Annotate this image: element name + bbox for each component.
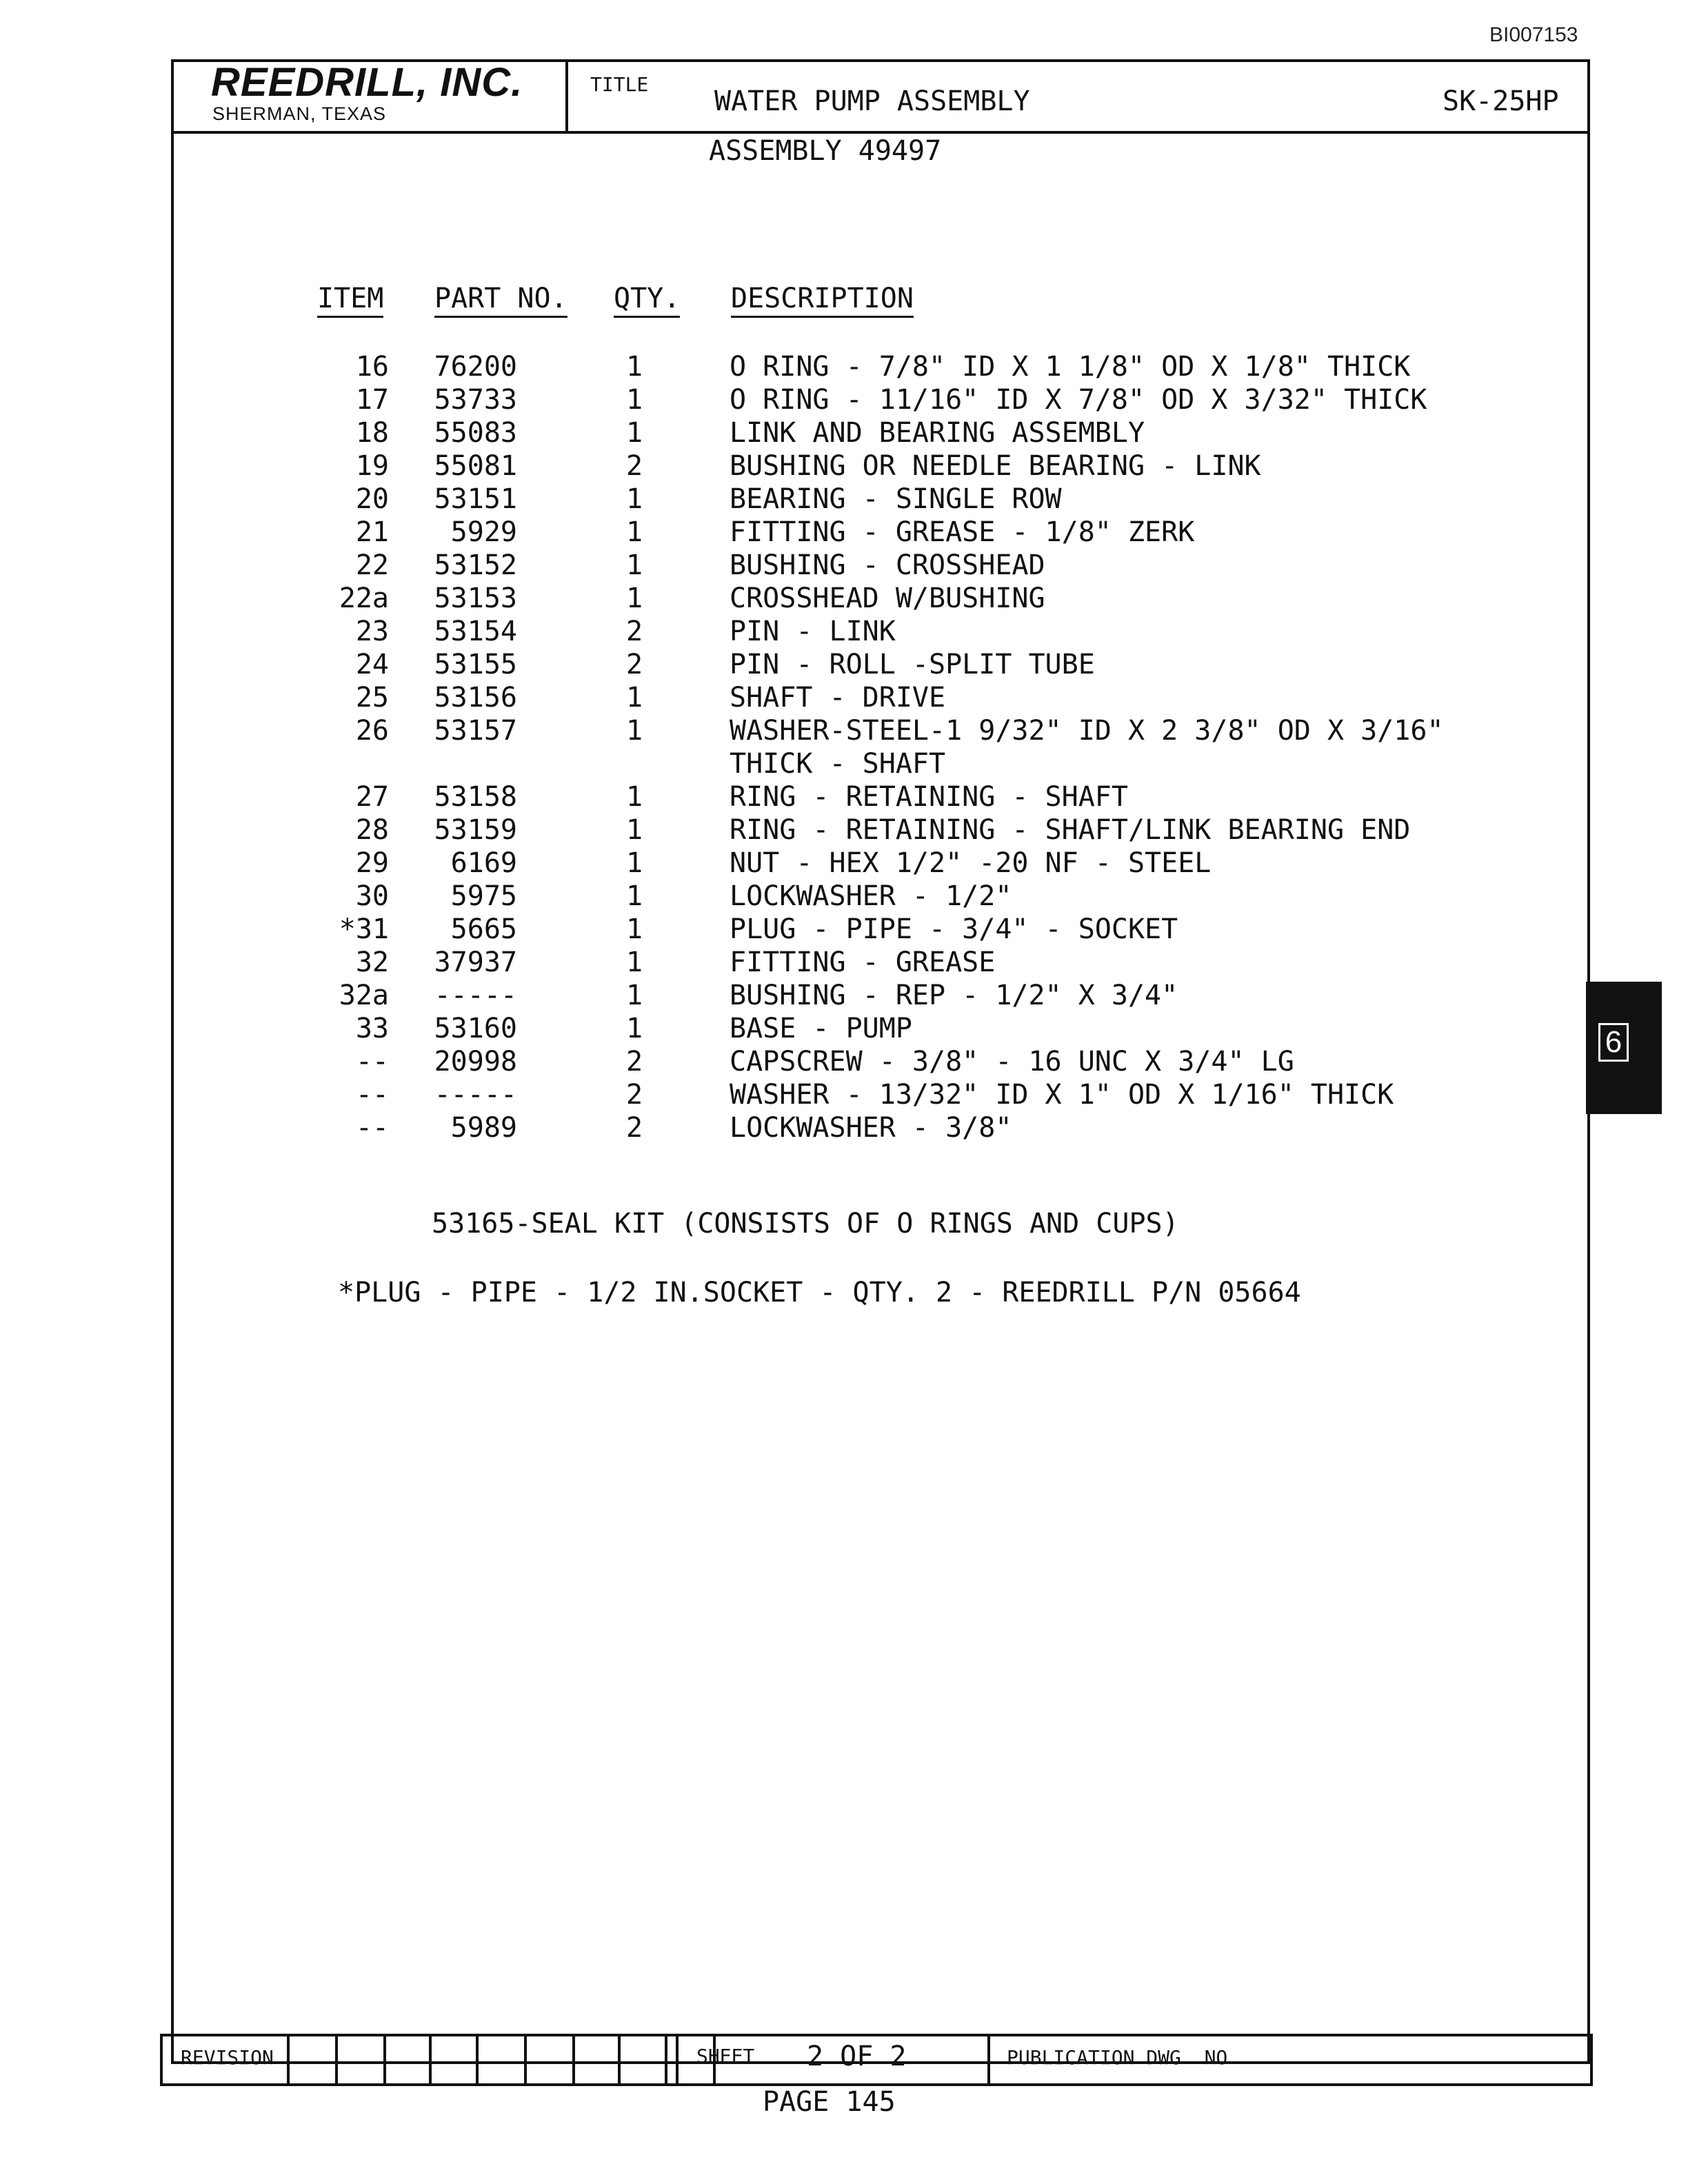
- quantity-cell: 2: [625, 1079, 643, 1111]
- item-cell: 24: [355, 649, 389, 680]
- part-number-cell: 6169: [450, 847, 517, 879]
- part-number-cell: 53154: [434, 616, 517, 647]
- description-cell: RING - RETAINING - SHAFT/LINK BEARING END: [730, 814, 1411, 846]
- revision-cell-divider: [335, 2034, 338, 2086]
- part-number-cell: 53160: [434, 1013, 517, 1044]
- item-cell: *31: [339, 913, 389, 945]
- description-cell: FITTING - GREASE - 1/8" ZERK: [730, 516, 1195, 548]
- part-number-cell: 53156: [434, 682, 517, 714]
- description-cell: BUSHING - REP - 1/2" X 3/4": [730, 980, 1178, 1011]
- item-cell: 29: [355, 847, 389, 879]
- quantity-cell: 2: [625, 450, 643, 482]
- plug-footnote: *PLUG - PIPE - 1/2 IN.SOCKET - QTY. 2 - REEDRILL P/N 05664: [338, 1277, 1301, 1308]
- item-cell: --: [355, 1112, 389, 1144]
- item-cell: 19: [355, 450, 389, 482]
- item-cell: 32: [355, 947, 389, 978]
- quantity-cell: 2: [625, 616, 643, 647]
- sheet-divider: [676, 2034, 679, 2086]
- description-cell: PIN - LINK: [730, 616, 896, 647]
- description-cell: CAPSCREW - 3/8" - 16 UNC X 3/4" LG: [730, 1046, 1294, 1078]
- quantity-cell: 1: [625, 384, 643, 416]
- document-id: BI007153: [1489, 23, 1578, 46]
- description-cell: NUT - HEX 1/2" -20 NF - STEEL: [730, 847, 1212, 879]
- item-cell: 27: [355, 781, 389, 813]
- part-number-cell: 53158: [434, 781, 517, 813]
- item-cell: 20: [355, 483, 389, 515]
- item-cell: 30: [355, 880, 389, 912]
- item-cell: 23: [355, 616, 389, 647]
- part-number-cell: 5665: [450, 913, 517, 945]
- part-number-cell: 76200: [434, 351, 517, 383]
- description-cell: LOCKWASHER - 3/8": [730, 1112, 1012, 1144]
- part-number-cell: 53159: [434, 814, 517, 846]
- part-number-cell: -----: [434, 980, 517, 1011]
- part-number-cell: 53155: [434, 649, 517, 680]
- description-cell: O RING - 7/8" ID X 1 1/8" OD X 1/8" THICK: [730, 351, 1411, 383]
- quantity-cell: 1: [625, 880, 643, 912]
- header-column-divider: [565, 59, 568, 132]
- item-cell: 18: [355, 417, 389, 449]
- header-divider: [171, 131, 1590, 134]
- description-cell: PIN - ROLL -SPLIT TUBE: [730, 649, 1095, 680]
- part-number-cell: 53151: [434, 483, 517, 515]
- item-cell: 16: [355, 351, 389, 383]
- quantity-cell: 2: [625, 1046, 643, 1078]
- quantity-cell: 1: [625, 947, 643, 978]
- document-title: WATER PUMP ASSEMBLY: [714, 85, 1030, 117]
- description-cell: BASE - PUMP: [730, 1013, 912, 1044]
- page-number: PAGE 145: [763, 2086, 896, 2118]
- quantity-cell: 1: [625, 814, 643, 846]
- quantity-cell: 1: [625, 351, 643, 383]
- quantity-cell: 1: [625, 583, 643, 614]
- title-label: TITLE: [590, 73, 649, 96]
- section-tab: [1586, 982, 1662, 1114]
- item-cell: 33: [355, 1013, 389, 1044]
- description-cell: FITTING - GREASE: [730, 947, 996, 978]
- revision-cell-divider: [287, 2034, 290, 2086]
- quantity-cell: 2: [625, 1112, 643, 1144]
- item-cell: 26: [355, 715, 389, 747]
- part-number-cell: -----: [434, 1079, 517, 1111]
- description-cell: WASHER - 13/32" ID X 1" OD X 1/16" THICK: [730, 1079, 1394, 1111]
- part-number-cell: 37937: [434, 947, 517, 978]
- part-number-cell: 5975: [450, 880, 517, 912]
- seal-kit-note: 53165-SEAL KIT (CONSISTS OF O RINGS AND CUPS): [432, 1208, 1179, 1240]
- part-number-cell: 55081: [434, 450, 517, 482]
- description-cell: WASHER-STEEL-1 9/32" ID X 2 3/8" OD X 3/16": [730, 715, 1444, 747]
- description-cell: CROSSHEAD W/BUSHING: [730, 583, 1045, 614]
- item-cell: --: [355, 1079, 389, 1111]
- item-cell: 25: [355, 682, 389, 714]
- part-number-cell: 53152: [434, 549, 517, 581]
- company-location: SHERMAN, TEXAS: [212, 103, 387, 124]
- section-tab-number: 6: [1598, 1023, 1629, 1062]
- part-number-cell: 20998: [434, 1046, 517, 1078]
- part-number-cell: 55083: [434, 417, 517, 449]
- item-cell: 22: [355, 549, 389, 581]
- item-cell: 28: [355, 814, 389, 846]
- revision-label: REVISION: [181, 2046, 274, 2069]
- part-number-cell: 53157: [434, 715, 517, 747]
- quantity-cell: 1: [625, 1013, 643, 1044]
- item-cell: 22a: [339, 583, 389, 614]
- description-cell: LOCKWASHER - 1/2": [730, 880, 1012, 912]
- revision-cell-divider: [572, 2034, 575, 2086]
- quantity-cell: 1: [625, 847, 643, 879]
- description-cell: BUSHING - CROSSHEAD: [730, 549, 1045, 581]
- quantity-cell: 2: [625, 649, 643, 680]
- description-cell: LINK AND BEARING ASSEMBLY: [730, 417, 1145, 449]
- item-cell: 21: [355, 516, 389, 548]
- publication-divider: [987, 2034, 990, 2086]
- quantity-cell: 1: [625, 781, 643, 813]
- revision-cell-divider: [665, 2034, 667, 2086]
- quantity-cell: 1: [625, 913, 643, 945]
- description-cell: THICK - SHAFT: [730, 748, 946, 780]
- column-header-description: DESCRIPTION: [731, 283, 914, 318]
- part-number-cell: 5929: [450, 516, 517, 548]
- quantity-cell: 1: [625, 682, 643, 714]
- model-number: SK-25HP: [1443, 85, 1559, 117]
- part-number-cell: 5989: [450, 1112, 517, 1144]
- revision-cell-divider: [383, 2034, 386, 2086]
- quantity-cell: 1: [625, 417, 643, 449]
- item-cell: --: [355, 1046, 389, 1078]
- quantity-cell: 1: [625, 715, 643, 747]
- part-number-cell: 53733: [434, 384, 517, 416]
- quantity-cell: 1: [625, 516, 643, 548]
- description-cell: SHAFT - DRIVE: [730, 682, 946, 714]
- description-cell: BUSHING OR NEEDLE BEARING - LINK: [730, 450, 1261, 482]
- item-cell: 17: [355, 384, 389, 416]
- description-cell: O RING - 11/16" ID X 7/8" OD X 3/32" THICK: [730, 384, 1427, 416]
- sheet-value: 2 OF 2: [807, 2041, 907, 2072]
- quantity-cell: 1: [625, 483, 643, 515]
- item-cell: 32a: [339, 980, 389, 1011]
- revision-cell-divider: [524, 2034, 527, 2086]
- company-name: REEDRILL, INC.: [211, 60, 523, 105]
- description-cell: BEARING - SINGLE ROW: [730, 483, 1062, 515]
- description-cell: PLUG - PIPE - 3/4" - SOCKET: [730, 913, 1178, 945]
- part-number-cell: 53153: [434, 583, 517, 614]
- description-cell: RING - RETAINING - SHAFT: [730, 781, 1128, 813]
- assembly-number: ASSEMBLY 49497: [709, 135, 942, 167]
- revision-cell-divider: [476, 2034, 479, 2086]
- revision-cell-divider: [618, 2034, 621, 2086]
- revision-cell-divider: [429, 2034, 432, 2086]
- column-header-qty: QTY.: [614, 283, 680, 318]
- publication-label: PUBLICATION DWG. NO.: [1007, 2046, 1240, 2069]
- quantity-cell: 1: [625, 980, 643, 1011]
- column-header-item: ITEM: [317, 283, 383, 318]
- quantity-cell: 1: [625, 549, 643, 581]
- sheet-label: SHEET: [696, 2045, 755, 2067]
- column-header-part-no: PART NO.: [434, 283, 567, 318]
